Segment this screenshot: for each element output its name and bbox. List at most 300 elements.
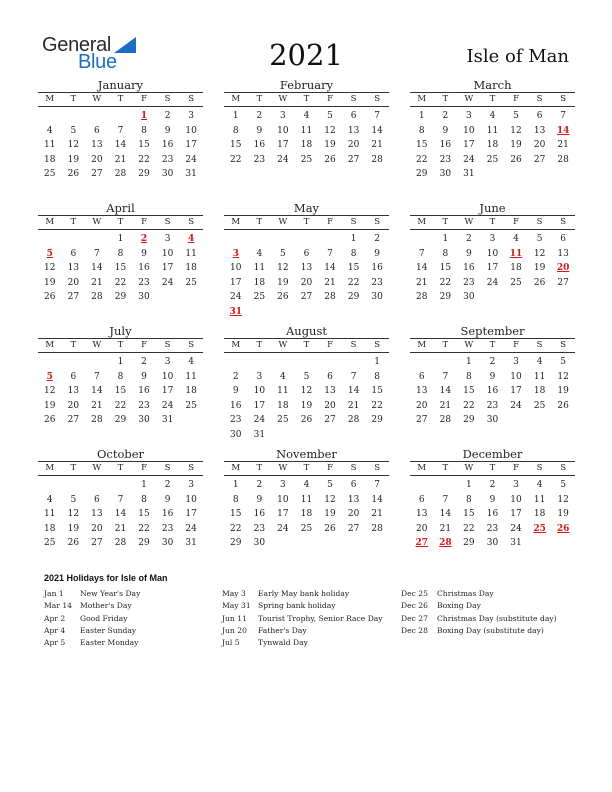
day-cell: 25 bbox=[486, 154, 499, 165]
day-cell: 16 bbox=[161, 140, 174, 151]
day-cell: 6 bbox=[303, 248, 310, 259]
day-cell: 22 bbox=[371, 400, 383, 411]
day-cell: 22 bbox=[138, 154, 150, 165]
month-title: December bbox=[462, 447, 523, 461]
weekday-label: W bbox=[92, 217, 102, 227]
day-cell: 11 bbox=[300, 494, 313, 505]
day-cell: 31 bbox=[185, 538, 197, 549]
day-cell: 12 bbox=[67, 140, 80, 151]
day-cell: 8 bbox=[442, 248, 449, 259]
day-cell: 21 bbox=[347, 400, 360, 411]
weekday-label: F bbox=[141, 217, 147, 227]
month-august bbox=[224, 324, 389, 443]
day-cell: 9 bbox=[141, 248, 147, 259]
day-cell: 30 bbox=[253, 538, 266, 549]
day-cell: 22 bbox=[230, 523, 242, 534]
day-cell: 16 bbox=[439, 140, 452, 151]
day-cell: 14 bbox=[114, 509, 127, 520]
day-cell: 23 bbox=[230, 415, 242, 426]
holiday-date: Dec 28 bbox=[401, 625, 428, 635]
weekday-label: T bbox=[256, 463, 263, 473]
weekday-label: F bbox=[327, 94, 333, 104]
empty-cell bbox=[248, 355, 272, 370]
month-title: September bbox=[460, 324, 525, 338]
weekday-label: W bbox=[92, 94, 102, 104]
weekday-label: S bbox=[374, 94, 381, 104]
holiday-date: Mar 14 bbox=[44, 601, 73, 611]
day-cell: 8 bbox=[466, 494, 472, 505]
day-cell: 1 bbox=[466, 357, 472, 367]
holiday-date: Jun 20 bbox=[222, 625, 247, 635]
day-cell: 19 bbox=[44, 277, 56, 288]
day-cell: 30 bbox=[230, 429, 242, 440]
weekday-label: S bbox=[536, 463, 543, 473]
day-cell: 10 bbox=[230, 263, 242, 274]
day-cell: 6 bbox=[418, 371, 425, 382]
empty-cell bbox=[295, 355, 319, 370]
day-cell: 17 bbox=[510, 386, 522, 397]
day-cell: 21 bbox=[91, 277, 103, 288]
day-cell: 21 bbox=[91, 400, 103, 411]
holiday-name: Early May bank holiday bbox=[258, 589, 350, 598]
day-cell: 26 bbox=[510, 154, 522, 165]
day-cell: 28 bbox=[91, 415, 103, 426]
weekday-header bbox=[224, 215, 389, 230]
day-cell: 7 bbox=[442, 494, 449, 505]
day-cell: 18 bbox=[486, 140, 499, 151]
holiday-day-cell: 5 bbox=[46, 371, 53, 382]
holiday-day-cell: 3 bbox=[232, 248, 239, 259]
weekday-label: M bbox=[417, 94, 427, 104]
day-cell: 19 bbox=[324, 140, 336, 151]
empty-cell bbox=[271, 355, 295, 370]
day-cell: 10 bbox=[277, 125, 289, 136]
day-cell: 13 bbox=[557, 248, 569, 259]
weekday-header bbox=[38, 215, 203, 230]
holiday-name: Christmas Day bbox=[437, 589, 494, 598]
day-cell: 22 bbox=[439, 277, 452, 288]
day-cell: 29 bbox=[138, 169, 150, 180]
weekday-label: S bbox=[536, 340, 543, 350]
weekday-label: T bbox=[303, 463, 310, 473]
month-title: January bbox=[97, 78, 144, 92]
day-cell: 20 bbox=[416, 400, 428, 411]
day-cell: 27 bbox=[347, 523, 360, 534]
day-cell: 28 bbox=[416, 292, 428, 303]
day-cell: 23 bbox=[371, 277, 383, 288]
day-cell: 10 bbox=[253, 386, 266, 397]
month-july bbox=[38, 324, 203, 428]
holiday-date: Apr 5 bbox=[44, 638, 66, 648]
weekday-label: W bbox=[278, 340, 288, 350]
empty-cell bbox=[410, 478, 434, 493]
day-cell: 24 bbox=[161, 400, 174, 411]
day-cell: 9 bbox=[164, 494, 171, 505]
day-cell: 30 bbox=[371, 292, 383, 303]
weekday-label: S bbox=[560, 340, 567, 350]
day-cell: 12 bbox=[44, 263, 56, 274]
day-cell: 5 bbox=[560, 480, 567, 490]
holiday-day-cell: 27 bbox=[415, 538, 429, 549]
weekday-label: T bbox=[256, 94, 263, 104]
day-cell: 24 bbox=[463, 154, 475, 165]
empty-cell bbox=[410, 232, 434, 247]
day-cell: 21 bbox=[371, 509, 383, 520]
holiday-name: Mother's Day bbox=[80, 601, 132, 611]
day-cell: 2 bbox=[256, 480, 263, 490]
day-cell: 19 bbox=[557, 509, 569, 520]
day-cell: 28 bbox=[347, 415, 360, 426]
holiday-name: Spring bank holiday bbox=[258, 601, 336, 611]
day-cell: 6 bbox=[327, 371, 333, 382]
day-cell: 1 bbox=[232, 480, 239, 490]
day-cell: 7 bbox=[327, 248, 333, 259]
day-cell: 19 bbox=[277, 277, 289, 288]
day-cell: 25 bbox=[44, 538, 56, 549]
day-cell: 23 bbox=[138, 400, 150, 411]
day-cell: 26 bbox=[67, 538, 80, 549]
month-title: July bbox=[109, 324, 132, 338]
day-cell: 22 bbox=[463, 523, 475, 534]
day-cell: 25 bbox=[44, 169, 56, 180]
day-grid bbox=[410, 355, 575, 428]
weekday-label: W bbox=[92, 340, 102, 350]
weekday-label: S bbox=[374, 463, 381, 473]
day-cell: 24 bbox=[510, 523, 522, 534]
holiday-day-cell: 11 bbox=[509, 248, 523, 259]
day-cell: 6 bbox=[350, 480, 357, 490]
holiday-item bbox=[222, 600, 394, 612]
day-cell: 2 bbox=[164, 480, 171, 490]
holiday-date: Apr 4 bbox=[44, 625, 66, 635]
empty-cell bbox=[85, 109, 109, 124]
day-cell: 2 bbox=[232, 371, 239, 382]
day-cell: 13 bbox=[300, 263, 313, 274]
month-title: June bbox=[479, 201, 506, 215]
holiday-item bbox=[401, 588, 576, 600]
weekday-label: F bbox=[327, 340, 333, 350]
weekday-label: W bbox=[464, 94, 474, 104]
day-cell: 1 bbox=[466, 480, 472, 490]
day-cell: 23 bbox=[161, 523, 174, 534]
day-cell: 3 bbox=[188, 480, 195, 490]
day-cell: 19 bbox=[510, 140, 522, 151]
weekday-label: W bbox=[464, 217, 474, 227]
day-grid bbox=[38, 109, 203, 182]
holiday-name: Tourist Trophy, Senior Race Day bbox=[258, 613, 383, 623]
day-cell: 24 bbox=[277, 154, 289, 165]
day-cell: 5 bbox=[327, 480, 333, 490]
day-cell: 31 bbox=[161, 415, 174, 426]
day-grid bbox=[38, 355, 203, 428]
day-cell: 20 bbox=[416, 523, 428, 534]
day-cell: 7 bbox=[117, 494, 124, 505]
weekday-label: M bbox=[231, 217, 241, 227]
day-cell: 15 bbox=[230, 509, 242, 520]
day-cell: 20 bbox=[91, 154, 103, 165]
weekday-label: F bbox=[141, 463, 147, 473]
holiday-item bbox=[222, 637, 394, 649]
month-title: March bbox=[473, 78, 512, 92]
holiday-item bbox=[401, 613, 576, 625]
month-title: November bbox=[276, 447, 337, 461]
weekday-label: S bbox=[188, 340, 195, 350]
day-grid bbox=[410, 109, 575, 182]
day-cell: 3 bbox=[489, 234, 496, 244]
day-cell: 13 bbox=[91, 140, 103, 151]
weekday-label: S bbox=[350, 94, 357, 104]
logo-text-general: General bbox=[42, 34, 112, 56]
day-cell: 28 bbox=[114, 169, 127, 180]
weekday-label: M bbox=[45, 94, 55, 104]
day-cell: 24 bbox=[277, 523, 289, 534]
day-cell: 14 bbox=[371, 125, 383, 136]
weekday-header bbox=[410, 215, 575, 230]
weekday-label: S bbox=[350, 340, 357, 350]
empty-cell bbox=[109, 109, 133, 124]
weekday-label: M bbox=[45, 340, 55, 350]
day-cell: 7 bbox=[374, 480, 381, 490]
weekday-label: T bbox=[256, 217, 263, 227]
day-cell: 16 bbox=[138, 263, 150, 274]
weekday-label: S bbox=[374, 340, 381, 350]
day-cell: 13 bbox=[416, 386, 428, 397]
day-cell: 5 bbox=[70, 494, 77, 505]
weekday-label: W bbox=[92, 463, 102, 473]
day-cell: 15 bbox=[371, 386, 383, 397]
empty-cell bbox=[318, 232, 342, 247]
day-cell: 26 bbox=[533, 277, 546, 288]
day-cell: 21 bbox=[439, 523, 452, 534]
day-cell: 12 bbox=[277, 263, 289, 274]
country-name: Isle of Man bbox=[466, 46, 569, 67]
day-cell: 6 bbox=[70, 371, 77, 382]
day-cell: 16 bbox=[230, 400, 242, 411]
weekday-label: M bbox=[45, 463, 55, 473]
day-cell: 4 bbox=[256, 248, 263, 259]
weekday-label: M bbox=[231, 463, 241, 473]
weekday-label: S bbox=[188, 94, 195, 104]
day-cell: 10 bbox=[277, 494, 289, 505]
day-cell: 26 bbox=[44, 415, 56, 426]
empty-cell bbox=[85, 355, 109, 370]
day-cell: 5 bbox=[536, 234, 543, 244]
holiday-item bbox=[222, 625, 394, 637]
holiday-item bbox=[401, 625, 576, 637]
weekday-label: T bbox=[442, 340, 449, 350]
holiday-column bbox=[401, 588, 576, 637]
day-cell: 1 bbox=[442, 234, 449, 244]
weekday-header bbox=[38, 461, 203, 476]
weekday-label: T bbox=[489, 217, 496, 227]
day-cell: 5 bbox=[560, 357, 567, 367]
day-cell: 23 bbox=[253, 154, 266, 165]
weekday-label: T bbox=[442, 217, 449, 227]
day-cell: 2 bbox=[442, 111, 449, 121]
day-cell: 24 bbox=[510, 400, 522, 411]
day-cell: 3 bbox=[280, 480, 286, 490]
day-cell: 16 bbox=[253, 140, 266, 151]
day-cell: 12 bbox=[557, 371, 569, 382]
day-cell: 9 bbox=[374, 248, 381, 259]
day-cell: 8 bbox=[466, 371, 472, 382]
day-cell: 17 bbox=[510, 509, 522, 520]
day-cell: 11 bbox=[533, 494, 546, 505]
day-cell: 18 bbox=[277, 400, 289, 411]
day-cell: 6 bbox=[94, 125, 100, 136]
day-cell: 25 bbox=[300, 523, 313, 534]
day-cell: 28 bbox=[371, 523, 383, 534]
weekday-label: T bbox=[303, 94, 310, 104]
day-cell: 14 bbox=[439, 386, 452, 397]
day-cell: 17 bbox=[463, 140, 475, 151]
day-cell: 11 bbox=[533, 371, 546, 382]
day-cell: 27 bbox=[533, 154, 546, 165]
weekday-label: S bbox=[350, 217, 357, 227]
weekday-label: T bbox=[442, 463, 449, 473]
day-cell: 1 bbox=[117, 357, 124, 367]
day-cell: 9 bbox=[489, 371, 496, 382]
day-cell: 19 bbox=[300, 400, 313, 411]
page-title-year: 2021 bbox=[269, 38, 343, 72]
weekday-label: T bbox=[70, 94, 77, 104]
day-cell: 4 bbox=[536, 480, 543, 490]
weekday-label: F bbox=[141, 94, 147, 104]
day-cell: 21 bbox=[324, 277, 336, 288]
day-cell: 16 bbox=[486, 386, 499, 397]
empty-cell bbox=[109, 478, 133, 493]
day-cell: 3 bbox=[513, 480, 519, 490]
day-cell: 11 bbox=[185, 248, 197, 259]
weekday-label: T bbox=[489, 340, 496, 350]
holiday-name: Boxing Day (substitute day) bbox=[437, 625, 544, 635]
day-cell: 29 bbox=[347, 292, 360, 303]
day-cell: 19 bbox=[67, 154, 80, 165]
day-cell: 29 bbox=[439, 292, 452, 303]
day-cell: 25 bbox=[510, 277, 522, 288]
holiday-date: Jun 11 bbox=[222, 613, 247, 623]
day-cell: 14 bbox=[324, 263, 336, 274]
day-cell: 1 bbox=[374, 357, 381, 367]
empty-cell bbox=[62, 232, 86, 247]
day-cell: 8 bbox=[232, 494, 239, 505]
day-cell: 19 bbox=[44, 400, 56, 411]
day-cell: 24 bbox=[486, 277, 499, 288]
day-cell: 7 bbox=[94, 248, 100, 259]
day-cell: 28 bbox=[324, 292, 336, 303]
day-cell: 8 bbox=[141, 125, 147, 136]
day-cell: 26 bbox=[67, 169, 80, 180]
day-cell: 11 bbox=[277, 386, 289, 397]
empty-cell bbox=[38, 109, 62, 124]
weekday-header bbox=[410, 338, 575, 353]
day-cell: 12 bbox=[533, 248, 546, 259]
weekday-label: T bbox=[70, 463, 77, 473]
holiday-item bbox=[44, 625, 214, 637]
day-cell: 26 bbox=[324, 523, 336, 534]
day-cell: 14 bbox=[371, 494, 383, 505]
weekday-label: T bbox=[256, 340, 263, 350]
weekday-label: F bbox=[327, 217, 333, 227]
day-grid bbox=[224, 355, 389, 443]
empty-cell bbox=[224, 232, 248, 247]
day-cell: 30 bbox=[439, 169, 452, 180]
weekday-label: S bbox=[164, 340, 171, 350]
empty-cell bbox=[62, 355, 86, 370]
day-cell: 4 bbox=[536, 357, 543, 367]
weekday-label: T bbox=[117, 340, 124, 350]
day-cell: 17 bbox=[277, 509, 289, 520]
day-cell: 16 bbox=[253, 509, 266, 520]
day-cell: 8 bbox=[141, 494, 147, 505]
day-cell: 11 bbox=[253, 263, 266, 274]
day-cell: 15 bbox=[439, 263, 452, 274]
day-cell: 6 bbox=[94, 494, 100, 505]
holiday-name: Boxing Day bbox=[437, 601, 481, 611]
day-cell: 20 bbox=[347, 509, 360, 520]
day-cell: 17 bbox=[185, 140, 197, 151]
day-cell: 13 bbox=[416, 509, 428, 520]
day-cell: 20 bbox=[300, 277, 313, 288]
day-cell: 16 bbox=[161, 509, 174, 520]
day-cell: 17 bbox=[230, 277, 242, 288]
day-cell: 22 bbox=[347, 277, 360, 288]
day-grid bbox=[38, 232, 203, 305]
day-cell: 12 bbox=[510, 125, 522, 136]
day-cell: 26 bbox=[44, 292, 56, 303]
day-cell: 20 bbox=[67, 400, 80, 411]
logo-text-blue: Blue bbox=[78, 51, 117, 73]
day-cell: 5 bbox=[327, 111, 333, 121]
day-cell: 10 bbox=[161, 371, 174, 382]
day-cell: 8 bbox=[117, 371, 124, 382]
day-cell: 30 bbox=[161, 538, 174, 549]
day-cell: 2 bbox=[466, 234, 472, 244]
day-cell: 6 bbox=[350, 111, 357, 121]
day-grid bbox=[224, 109, 389, 167]
day-cell: 15 bbox=[347, 263, 360, 274]
day-cell: 24 bbox=[253, 415, 266, 426]
day-cell: 30 bbox=[463, 292, 475, 303]
holiday-item bbox=[44, 613, 214, 625]
empty-cell bbox=[410, 355, 434, 370]
day-cell: 31 bbox=[510, 538, 522, 549]
weekday-label: M bbox=[231, 94, 241, 104]
holiday-date: May 3 bbox=[222, 589, 246, 598]
day-cell: 17 bbox=[185, 509, 197, 520]
holiday-day-cell: 14 bbox=[556, 125, 570, 136]
day-cell: 13 bbox=[347, 494, 360, 505]
day-cell: 17 bbox=[253, 400, 266, 411]
day-cell: 6 bbox=[418, 494, 425, 505]
month-title: October bbox=[96, 447, 145, 461]
day-cell: 21 bbox=[371, 140, 383, 151]
day-cell: 21 bbox=[557, 140, 569, 151]
day-cell: 29 bbox=[114, 415, 127, 426]
day-cell: 2 bbox=[141, 357, 147, 367]
day-cell: 6 bbox=[536, 111, 543, 121]
day-cell: 23 bbox=[161, 154, 174, 165]
weekday-label: S bbox=[164, 94, 171, 104]
day-cell: 20 bbox=[533, 140, 546, 151]
day-cell: 3 bbox=[164, 357, 171, 367]
month-title: February bbox=[279, 78, 334, 92]
day-cell: 21 bbox=[114, 523, 127, 534]
day-cell: 12 bbox=[44, 386, 56, 397]
day-cell: 11 bbox=[44, 140, 56, 151]
day-cell: 18 bbox=[300, 509, 313, 520]
day-cell: 5 bbox=[70, 125, 77, 136]
